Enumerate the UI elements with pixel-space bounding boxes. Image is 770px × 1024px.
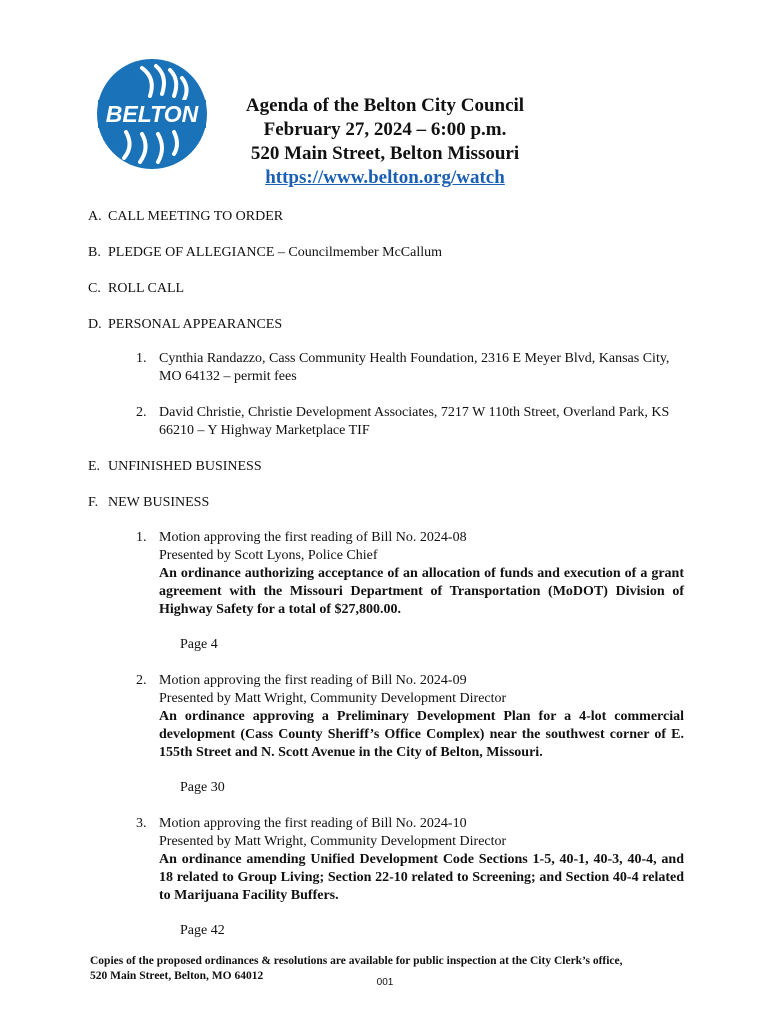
new-business-item [136, 529, 684, 619]
page-reference: Page 4 [180, 637, 218, 652]
presenter-text: Presented by Scott Lyons, Police Chief [159, 548, 378, 563]
ordinance-description: An ordinance approving a Preliminary Development Plan for a 4-lot commercial development (Cass County Sheriff’s Office Complex) near the southwest corner of E. 155th Street and N. Scott Avenue in the City of Belton, Missouri. [159, 709, 684, 760]
section-label: PERSONAL APPEARANCES [108, 317, 283, 332]
section-label: PLEDGE OF ALLEGIANCE – Councilmember McCallum [108, 245, 443, 260]
section-letter: A. [88, 209, 102, 224]
meeting-date: February 27, 2024 – 6:00 p.m. [263, 119, 507, 140]
section-new-business [88, 494, 209, 512]
section-call-to-order [88, 208, 283, 226]
appearance-item [136, 404, 684, 440]
item-number: 1. [136, 351, 147, 366]
motion-text: Motion approving the first reading of Bill No. 2024-10 [159, 816, 467, 831]
section-label: CALL MEETING TO ORDER [108, 209, 284, 224]
section-pledge [88, 244, 442, 262]
new-business-item [136, 815, 684, 905]
section-label: ROLL CALL [108, 281, 185, 296]
section-letter: F. [88, 495, 99, 510]
appearance-item [136, 350, 684, 386]
agenda-header [200, 94, 570, 190]
item-number: 2. [136, 405, 147, 420]
item-number: 1. [136, 530, 147, 545]
section-letter: D. [88, 317, 102, 332]
item-number: 3. [136, 816, 147, 831]
section-letter: E. [88, 459, 101, 474]
presenter-text: Presented by Matt Wright, Community Development Director [159, 691, 507, 706]
section-unfinished-business [88, 458, 262, 476]
logo-text: BELTON [105, 101, 199, 127]
motion-text: Motion approving the first reading of Bill No. 2024-08 [159, 530, 467, 545]
agenda-title: Agenda of the Belton City Council [245, 95, 525, 116]
ordinance-description: An ordinance amending Unified Development Code Sections 1-5, 40-1, 40-3, 40-4, and 18 related to Group Living; Section 22-10 related to Screening; and Section 40-4 related to Marijuana Facility Buffers. [159, 852, 684, 903]
section-label: UNFINISHED BUSINESS [108, 459, 262, 474]
presenter-text: Presented by Matt Wright, Community Development Director [159, 834, 507, 849]
item-number: 2. [136, 673, 147, 688]
new-business-item [136, 672, 684, 762]
section-roll-call [88, 280, 184, 298]
ordinance-description: An ordinance authorizing acceptance of an allocation of funds and execution of a grant agreement with the Missouri Department of Transportation (MoDOT) Division of Highway Safety for a total of $27,800.00. [159, 566, 684, 617]
page-reference: Page 30 [180, 780, 225, 795]
section-letter: B. [88, 245, 101, 260]
section-personal-appearances [88, 316, 282, 334]
motion-text: Motion approving the first reading of Bill No. 2024-09 [159, 673, 467, 688]
appearance-text: Cynthia Randazzo, Cass Community Health Foundation, 2316 E Meyer Blvd, Kansas City, MO 64132 – permit fees [159, 351, 670, 384]
section-label: NEW BUSINESS [108, 495, 210, 510]
page-reference: Page 42 [180, 923, 225, 938]
belton-logo [96, 58, 208, 170]
meeting-location: 520 Main Street, Belton Missouri [250, 143, 520, 164]
appearance-text: David Christie, Christie Development Associates, 7217 W 110th Street, Overland Park, KS 66210 – Y Highway Marketplace TIF [159, 405, 670, 438]
footer-line: Copies of the proposed ordinances & resolutions are available for public inspection at the City Clerk’s office, [90, 955, 623, 967]
footer-line: 520 Main Street, Belton, MO 64012 [90, 970, 264, 982]
section-letter: C. [88, 281, 101, 296]
page-number: 001 [376, 977, 394, 988]
watch-link[interactable]: https://www.belton.org/watch [265, 167, 505, 188]
